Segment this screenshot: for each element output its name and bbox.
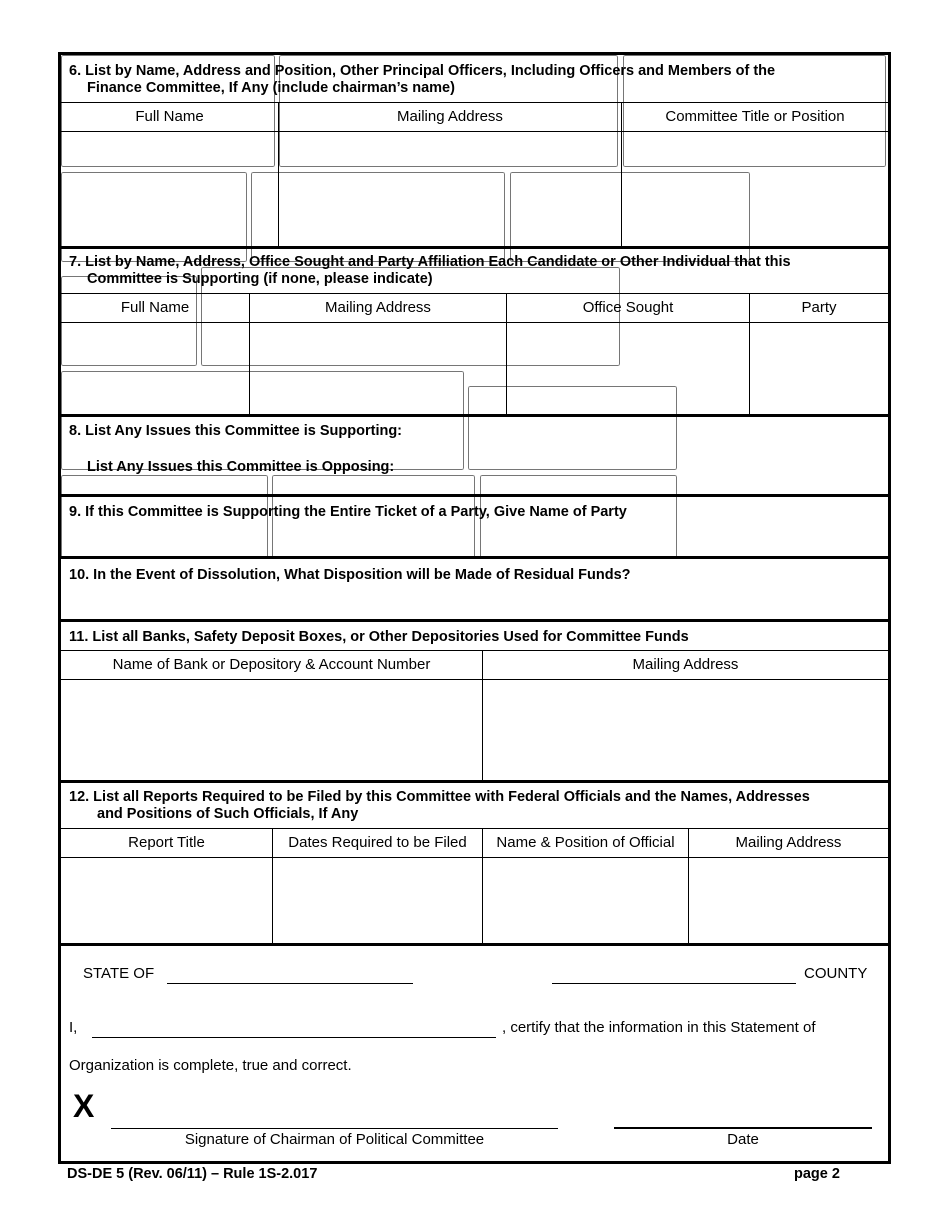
s9-party-name-input[interactable]	[69, 529, 879, 549]
column-divider	[506, 293, 507, 414]
s6-col-full-name: Full Name	[135, 108, 204, 125]
column-divider	[249, 293, 250, 414]
signature-input[interactable]	[113, 1101, 556, 1125]
s7-col-party: Party	[801, 299, 837, 316]
name-underline	[92, 1037, 496, 1038]
complete-statement-text: Organization is complete, true and correct.	[69, 1057, 352, 1074]
s7-col-office-sought: Office Sought	[582, 299, 674, 316]
page-number: page 2	[794, 1166, 840, 1182]
signature-x-mark: X	[73, 1088, 95, 1124]
column-divider	[278, 102, 279, 246]
section-12-title-line2: and Positions of Such Officials, If Any	[97, 806, 359, 822]
section-divider	[61, 556, 888, 559]
s12-col-mailing-address: Mailing Address	[735, 834, 842, 851]
column-divider	[482, 650, 483, 780]
section-divider	[61, 494, 888, 497]
column-divider	[272, 828, 273, 943]
section-divider	[61, 943, 888, 946]
s6-col-mailing-address: Mailing Address	[397, 108, 503, 125]
signature-underline	[111, 1128, 558, 1129]
section-divider	[61, 780, 888, 783]
divider	[61, 322, 888, 323]
section-12-title	[69, 789, 810, 823]
section-6-title	[69, 63, 775, 97]
s7-col-full-name: Full Name	[120, 299, 190, 316]
s11-mailing-address-field[interactable]	[61, 371, 464, 470]
state-input[interactable]	[169, 964, 411, 982]
section-12-title-line1: 12. List all Reports Required to be Filed by this Committee with Federal Officials and the Names, Addresses	[69, 789, 810, 805]
form-id-footer: DS-DE 5 (Rev. 06/11) – Rule 1S-2.017	[67, 1166, 318, 1182]
section-6-title-line1: 6. List by Name, Address and Position, Other Principal Officers, Including Officers and Members of the	[69, 63, 776, 79]
s12-col-dates-required: Dates Required to be Filed	[288, 834, 467, 851]
section-divider	[61, 414, 888, 417]
county-input[interactable]	[554, 964, 794, 982]
state-underline	[167, 983, 413, 984]
s12-col-official: Name & Position of Official	[496, 834, 675, 851]
section-8-opposing-label: List Any Issues this Committee is Opposing:	[87, 459, 395, 475]
s10-disposition-input[interactable]	[69, 592, 879, 612]
column-divider	[688, 828, 689, 943]
section-11-title: 11. List all Banks, Safety Deposit Boxes, or Other Depositories Used for Committee Funds	[69, 629, 689, 645]
divider	[61, 857, 888, 858]
section-9-title: 9. If this Committee is Supporting the Entire Ticket of a Party, Give Name of Party	[69, 504, 627, 520]
certify-text: , certify that the information in this Statement of	[502, 1019, 816, 1036]
section-7-title-line1: 7. List by Name, Address, Office Sought and Party Affiliation Each Candidate or Other Individual that this	[69, 254, 791, 270]
s6-col-committee-title: Committee Title or Position	[665, 108, 845, 125]
section-divider	[61, 619, 888, 622]
form-page-frame	[58, 52, 891, 1164]
s11-col-mailing-address: Mailing Address	[632, 656, 739, 673]
s12-col-report-title: Report Title	[128, 834, 205, 851]
date-underline	[614, 1127, 872, 1129]
chairman-name-input[interactable]	[94, 1018, 494, 1036]
s12-report-title-field[interactable]	[468, 386, 677, 470]
s7-col-mailing-address: Mailing Address	[325, 299, 431, 316]
section-8-supporting-label: 8. List Any Issues this Committee is Supporting:	[69, 423, 403, 439]
column-divider	[749, 293, 750, 414]
column-divider	[482, 828, 483, 943]
section-divider	[61, 246, 888, 249]
date-input[interactable]	[616, 1101, 870, 1125]
divider	[61, 679, 888, 680]
i-label: I,	[69, 1019, 78, 1036]
section-7-title-line2: Committee is Supporting (if none, please indicate)	[87, 271, 433, 287]
date-label: Date	[727, 1131, 759, 1148]
signature-label: Signature of Chairman of Political Committee	[184, 1131, 485, 1148]
county-underline	[552, 983, 796, 984]
divider	[61, 131, 888, 132]
section-7-title	[69, 254, 791, 288]
state-of-label: STATE OF	[83, 965, 155, 982]
s11-col-bank-name: Name of Bank or Depository & Account Number	[112, 656, 431, 673]
section-10-title: 10. In the Event of Dissolution, What Disposition will be Made of Residual Funds?	[69, 567, 631, 583]
section-6-title-line2: Finance Committee, If Any (include chairman’s name)	[87, 80, 455, 96]
column-divider	[621, 102, 622, 246]
county-label: COUNTY	[804, 965, 868, 982]
